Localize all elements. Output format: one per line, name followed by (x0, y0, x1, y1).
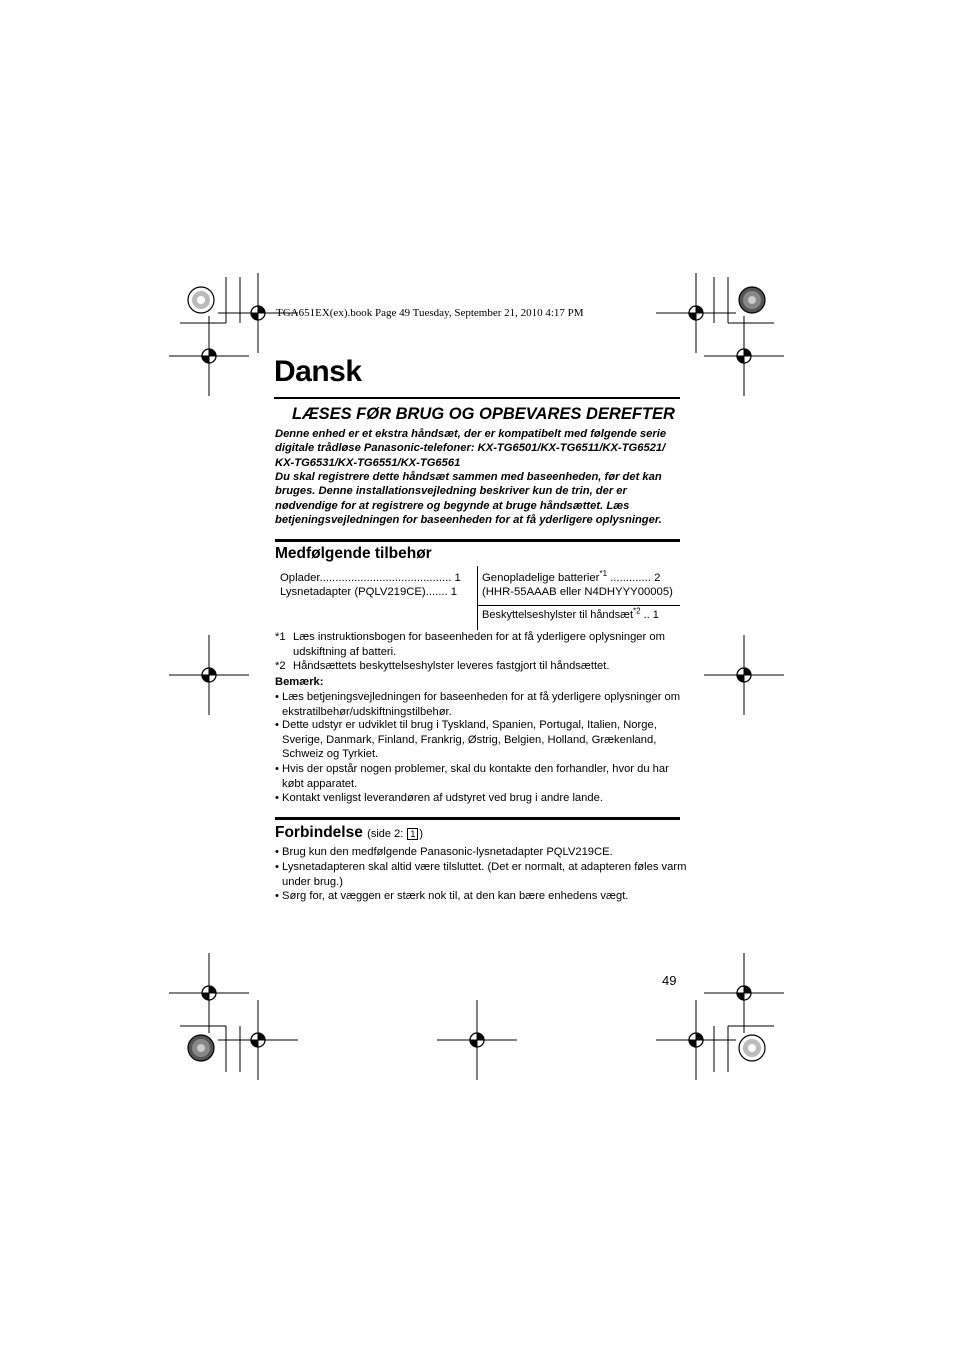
title-rule (274, 397, 680, 399)
note-item: • Læs betjeningsvejledningen for baseenheden for at få yderligere oplysninger om ekstratilbehør/udskiftningstilbehør. (275, 691, 681, 718)
file-info-header: TGA651EX(ex).book Page 49 Tuesday, September 21, 2010 4:17 PM (276, 307, 584, 319)
footnote-mark: *2 (275, 660, 286, 672)
accessory-item (482, 571, 660, 586)
footnote-mark: *1 (275, 631, 286, 643)
accessory-item: Lysnetadapter (PQLV219CE)....... 1 (280, 586, 458, 598)
footnote (275, 630, 703, 659)
note-item: • Dette udstyr er udviklet til brug i Tyskland, Spanien, Portugal, Italien, Norge, Sverige, Danmark, Finland, Frankrig, Østrig, Belgien, Holland, Grækenland, Schweiz og Tyrkiet. (275, 719, 657, 761)
connection-item: • Sørg for, at væggen er stærk nok til, at den kan bære enhedens vægt. (275, 890, 629, 902)
footnote-text: Læs instruktionsbogen for baseenheden for at få yderligere oplysninger om udskiftning af batteri. (293, 631, 665, 658)
note-item-text: Hvis der opstår nogen problemer, skal du kontakte den forhandler, hvor du har købt apparatet. (282, 763, 669, 790)
note-item-text: Læs betjeningsvejledningen for baseenheden for at få yderligere oplysninger om ekstratilbehør/udskiftningstilbehør. (282, 691, 681, 718)
connection-heading (275, 824, 423, 842)
note-item-text: Kontakt venligst leverandøren af udstyret ved brug i andre lande. (282, 792, 603, 804)
note-item-text: Dette udstyr er udviklet til brug i Tyskland, Spanien, Portugal, Italien, Norge, Sverige, Danmark, Finland, Frankrig, Østrig, Belgien, Holland, Grækenland, Schweiz og Tyrkiet. (282, 719, 657, 761)
page-reference-prefix: (side 2: (367, 828, 407, 840)
connection-item-text: Brug kun den medfølgende Panasonic-lysnetadapter PQLV219CE. (282, 846, 613, 858)
connection-item: • Lysnetadapteren skal altid være tilsluttet. (Det er normalt, at adapteren føles varm under brug.) (275, 861, 687, 888)
accessory-item-text: Beskyttelseshylster til håndsæt (482, 609, 634, 621)
accessories-rule (275, 539, 680, 542)
connection-item: • Brug kun den medfølgende Panasonic-lysnetadapter PQLV219CE. (275, 846, 613, 858)
accessory-item (482, 608, 659, 623)
page-number: 49 (662, 973, 677, 988)
page-reference-suffix: ) (419, 828, 423, 840)
table-divider-vertical (477, 566, 478, 630)
note-item: • Kontakt venligst leverandøren af udstyret ved brug i andre lande. (275, 792, 603, 804)
connection-heading-text: Forbindelse (275, 824, 363, 841)
accessory-item: (HHR-55AAAB eller N4DHYYY00005) (482, 586, 673, 598)
connection-item-text: Lysnetadapteren skal altid være tilsluttet. (Det er normalt, at adapteren føles varm under brug.) (282, 861, 687, 888)
accessory-item-text: Genopladelige batterier (482, 572, 600, 584)
footnote-text: Håndsættets beskyttelseshylster leveres fastgjort til håndsættet. (293, 660, 610, 672)
footnote-ref: *2 (633, 606, 641, 616)
note-item: • Hvis der opstår nogen problemer, skal du kontakte den forhandler, hvor du har købt apparatet. (275, 763, 669, 790)
accessories-heading: Medfølgende tilbehør (275, 545, 432, 562)
footnote-ref: *1 (599, 569, 608, 579)
note-label: Bemærk: (275, 676, 324, 688)
footnote (275, 659, 703, 674)
accessory-item: Oplader.......................................... 1 (280, 572, 461, 584)
section-subtitle: LÆSES FØR BRUG OG OPBEVARES DEREFTER (292, 405, 675, 423)
connection-item-text: Sørg for, at væggen er stærk nok til, at den kan bære enhedens vægt. (282, 890, 629, 902)
intro-paragraph-1: Denne enhed er et ekstra håndsæt, der er kompatibelt med følgende serie digitale trådløse Panasonic-telefoner: KX-TG6501/KX-TG6511/KX-TG6521/ KX-TG6531/KX-TG6551/KX-TG6561 (275, 428, 667, 469)
connection-rule (275, 817, 680, 820)
page-reference (367, 828, 423, 840)
intro-paragraph-2: Du skal registrere dette håndsæt sammen med baseenheden, før det kan bruges. Denne installationsvejledning beskriver kun de trin, der er nødvendige for at registrere og begynde at bruge håndsættet. Læs betjeningsvejledningen for baseenheden for at få yderligere oplysninger. (275, 471, 662, 526)
figure-number-box: 1 (407, 828, 418, 840)
accessory-item-qty: ............. 2 (607, 572, 661, 584)
accessory-item-qty: .. 1 (640, 609, 659, 621)
page-title: Dansk (274, 355, 362, 388)
table-divider-horizontal (477, 605, 680, 606)
